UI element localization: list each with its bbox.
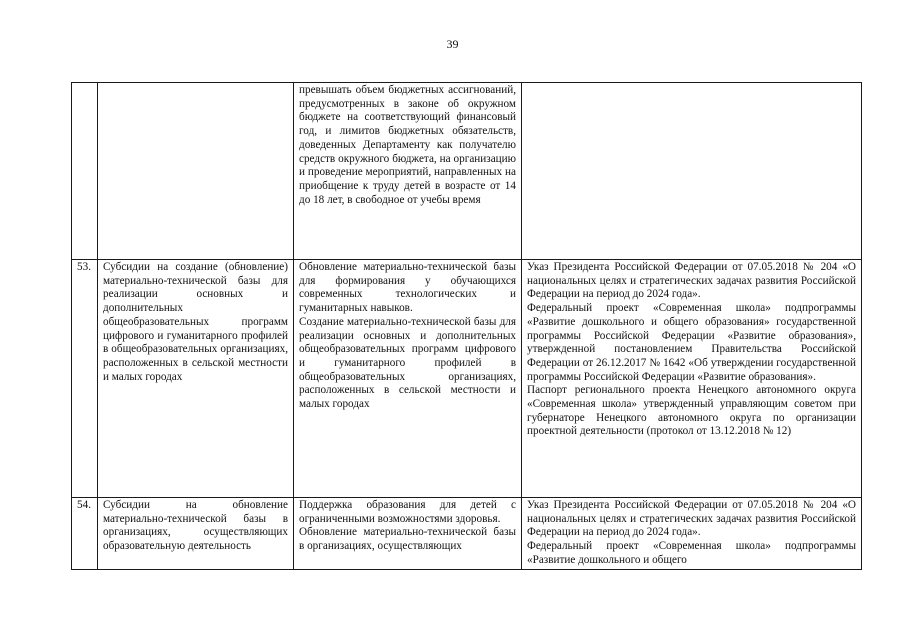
legal-basis-cell bbox=[522, 498, 862, 570]
legal-basis-cell bbox=[522, 83, 862, 260]
measures-table bbox=[71, 82, 862, 570]
row-number-cell bbox=[72, 83, 98, 260]
description-paragraph: Поддержка образования для детей с ограниченными возможностями здоровья. bbox=[299, 499, 516, 525]
basis-paragraph: Паспорт регионального проекта Ненецкого автономного округа «Современная школа» утвержденный управляющим советом при губернаторе Ненецкого автономного округа по организации проектной деятельности (протокол от 13.12.2018 № 12) bbox=[527, 384, 856, 438]
table-row-54 bbox=[72, 498, 862, 570]
basis-paragraph: Федеральный проект «Современная школа» подпрограммы «Развитие дошкольного и общего образования» государственной программы Российской Федерации «Развитие образования», утвержденной постановлением Правительства Российской Федерации от 26.12.2017 № 1642 «Об утверждении государственной программы Российской Федерации «Развитие образования». bbox=[527, 302, 856, 383]
description-paragraph: Обновление материально-технической базы в организациях, осуществляющих bbox=[299, 526, 516, 553]
measure-description-cell bbox=[294, 260, 522, 498]
row-number-cell: 54. bbox=[72, 498, 98, 570]
page-number: 39 bbox=[446, 37, 459, 51]
description-paragraph: Обновление материально-технической базы для формирования у обучающихся современных технологических и гуманитарных навыков. bbox=[299, 261, 516, 315]
basis-paragraph: Указ Президента Российской Федерации от 07.05.2018 № 204 «О национальных целях и стратегических задачах развития Российской Федерации на период до 2024 года». bbox=[527, 499, 856, 539]
row-number-cell: 53. bbox=[72, 260, 98, 498]
measure-name-cell bbox=[98, 83, 294, 260]
table-row-53 bbox=[72, 260, 862, 498]
legal-basis-cell bbox=[522, 260, 862, 498]
measure-description-cell: превышать объем бюджетных ассигнований, предусмотренных в законе об окружном бюджете на соответствующий финансовый год, и лимитов бюджетных обязательств, доведенных Департаменту как получателю средств окружного бюджета, на организацию и проведение мероприятий, направленных на приобщение к труду детей в возрасте от 14 до 18 лет, в свободное от учебы время bbox=[294, 83, 522, 260]
table-row-continuation bbox=[72, 83, 862, 260]
measure-name-cell: Субсидии на обновление материально-технической базы в организациях, осуществляющих образовательную деятельность bbox=[98, 498, 294, 570]
measure-name-cell: Субсидии на создание (обновление) материально-технической базы для реализации основных и дополнительных общеобразовательных программ цифрового и гуманитарного профилей в общеобразовательных организациях, расположенных в сельской местности и малых городах bbox=[98, 260, 294, 498]
measure-description-cell bbox=[294, 498, 522, 570]
basis-paragraph: Федеральный проект «Современная школа» подпрограммы «Развитие дошкольного и общего bbox=[527, 540, 856, 566]
description-paragraph: Создание материально-технической базы для реализации основных и дополнительных общеобразовательных программ цифрового и гуманитарного профилей в общеобразовательных организациях, расположенных в сельской местности и малых городах bbox=[299, 315, 516, 411]
basis-paragraph: Указ Президента Российской Федерации от 07.05.2018 № 204 «О национальных целях и стратегических задачах развития Российской Федерации на период до 2024 года». bbox=[527, 261, 856, 301]
